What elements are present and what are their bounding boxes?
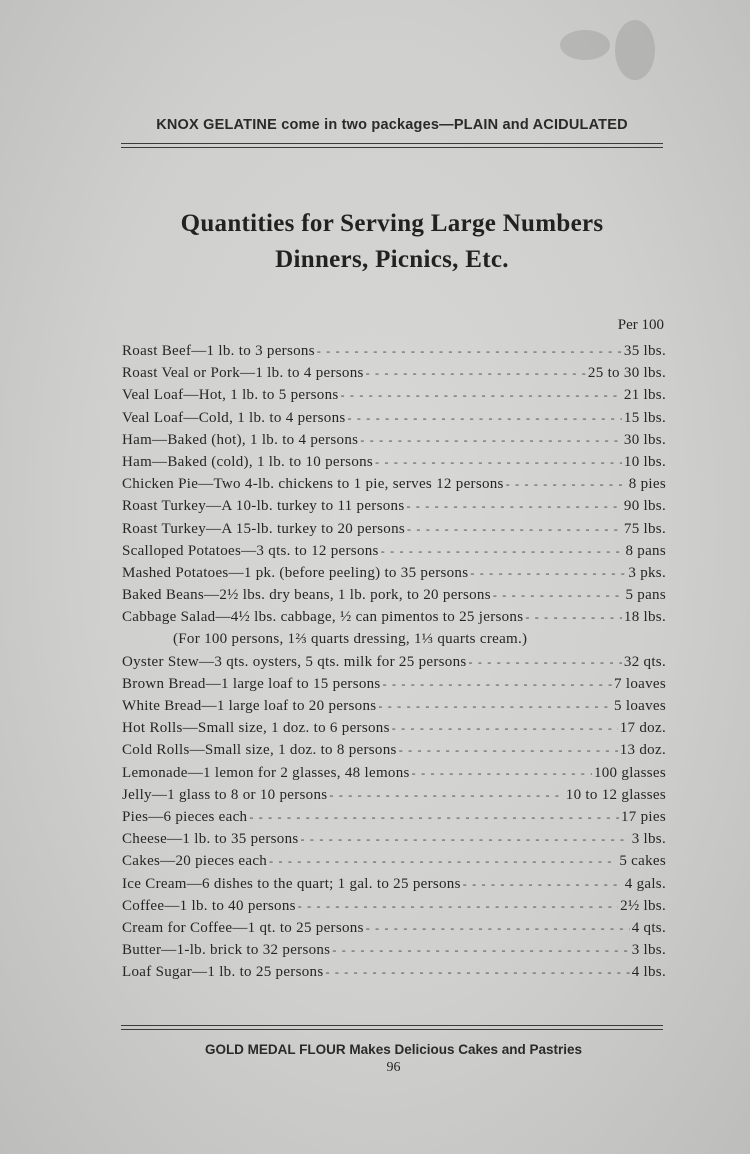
leader-dots	[329, 788, 563, 803]
item-value: 3 lbs.	[631, 831, 666, 848]
item-label: Ham—Baked (hot), 1 lb. to 4 persons	[122, 431, 359, 448]
list-item	[122, 432, 666, 454]
item-label: Hot Rolls—Small size, 1 doz. to 6 persons	[122, 720, 390, 737]
item-value: 8 pans	[625, 542, 666, 559]
leader-dots	[506, 477, 627, 492]
list-item	[122, 476, 666, 498]
leader-dots	[301, 832, 630, 847]
leader-dots	[341, 388, 622, 403]
item-value: 8 pies	[628, 476, 666, 493]
item-value: 4 qts.	[631, 919, 666, 936]
page-footer: GOLD MEDAL FLOUR Makes Delicious Cakes and Pastries	[204, 1042, 583, 1057]
list-item	[122, 521, 666, 543]
item-label: Mashed Potatoes—1 pk. (before peeling) to 35 persons	[122, 564, 469, 581]
leader-dots	[470, 566, 626, 581]
list-item	[122, 565, 666, 587]
item-label: Chicken Pie—Two 4-lb. chickens to 1 pie, serves 12 persons	[122, 476, 504, 493]
leader-dots	[325, 965, 629, 980]
item-value: 4 lbs.	[631, 964, 666, 981]
item-value: 75 lbs.	[623, 520, 666, 537]
item-value: 30 lbs.	[623, 431, 666, 448]
item-label: Roast Turkey—A 10-lb. turkey to 11 persons	[122, 498, 405, 515]
list-item	[122, 720, 666, 742]
column-head: Per 100	[617, 317, 664, 333]
item-label: Roast Veal or Pork—1 lb. to 4 persons	[122, 365, 364, 382]
leader-dots	[378, 699, 612, 714]
title-line-2: Dinners, Picnics, Etc.	[275, 246, 509, 273]
list-item	[122, 609, 666, 631]
item-label: Roast Turkey—A 15-lb. turkey to 20 persons	[122, 520, 406, 537]
leader-dots	[381, 544, 624, 559]
title-line-1: Quantities for Serving Large Numbers	[180, 210, 604, 237]
list-item	[122, 454, 666, 476]
list-item	[122, 654, 666, 676]
item-value: 35 lbs.	[623, 343, 666, 359]
leader-dots	[317, 344, 622, 359]
stain	[615, 20, 655, 80]
list-item	[122, 920, 666, 942]
item-label: Coffee—1 lb. to 40 persons	[122, 897, 296, 914]
footer-rule	[121, 1025, 663, 1026]
leader-dots	[407, 522, 622, 537]
item-value: 32 qts.	[623, 653, 666, 670]
leader-dots	[525, 610, 622, 625]
item-label: Brown Bread—1 large loaf to 15 persons	[122, 675, 381, 692]
leader-dots	[493, 588, 624, 603]
item-label: Cream for Coffee—1 qt. to 25 persons	[122, 919, 364, 936]
list-item	[122, 964, 666, 986]
item-label: Cold Rolls—Small size, 1 doz. to 8 persons	[122, 742, 397, 759]
item-label: Scalloped Potatoes—3 qts. to 12 persons	[122, 542, 379, 559]
leader-dots	[469, 655, 622, 670]
item-value: 4 gals.	[624, 875, 666, 892]
leader-dots	[375, 455, 622, 470]
item-value: 21 lbs.	[623, 387, 666, 404]
header-rule	[121, 147, 663, 148]
list-item	[122, 543, 666, 565]
list-item	[122, 698, 666, 720]
leader-dots	[366, 921, 630, 936]
item-value: 5 loaves	[614, 698, 666, 714]
list-item	[122, 587, 666, 609]
header-rule	[121, 143, 663, 144]
item-value: 17 doz.	[619, 720, 666, 737]
item-label: Cheese—1 lb. to 35 persons	[122, 831, 299, 848]
list-item	[122, 742, 666, 764]
leader-dots	[383, 677, 612, 692]
list-item	[122, 410, 666, 432]
page-number: 96	[386, 1060, 401, 1075]
item-value: 7 loaves	[614, 675, 666, 692]
leader-dots	[412, 766, 592, 781]
item-value: 15 lbs.	[623, 409, 666, 426]
item-value: 5 pans	[625, 587, 666, 604]
stain	[560, 30, 610, 60]
leader-dots	[332, 943, 629, 958]
item-label: Pies—6 pieces each	[122, 808, 248, 825]
leader-dots	[406, 499, 621, 514]
item-label: Ice Cream—6 dishes to the quart; 1 gal. to 25 persons	[122, 875, 461, 892]
item-label: Loaf Sugar—1 lb. to 25 persons	[122, 964, 324, 981]
page-header: KNOX GELATINE come in two packages—PLAIN and ACIDULATED	[156, 117, 628, 133]
item-label: Baked Beans—2½ lbs. dry beans, 1 lb. pork, to 20 persons	[122, 587, 491, 604]
leader-dots	[392, 721, 618, 736]
cabbage-salad-note: (For 100 persons, 1⅔ quarts dressing, 1⅓ quarts cream.)	[173, 631, 528, 648]
item-value: 17 pies	[620, 808, 666, 825]
list-item	[122, 898, 666, 920]
item-value: 10 to 12 glasses	[565, 786, 666, 803]
leader-dots	[399, 743, 618, 758]
list-item	[122, 809, 666, 831]
leader-dots	[463, 877, 623, 892]
item-value: 18 lbs.	[623, 609, 666, 626]
leader-dots	[269, 854, 617, 869]
leader-dots	[360, 433, 622, 448]
item-label: Veal Loaf—Cold, 1 lb. to 4 persons	[122, 409, 346, 426]
list-item	[122, 498, 666, 520]
list-item	[122, 853, 666, 875]
footer-rule	[121, 1029, 663, 1030]
quantity-list	[122, 343, 666, 986]
item-label: Veal Loaf—Hot, 1 lb. to 5 persons	[122, 387, 339, 404]
item-label: White Bread—1 large loaf to 20 persons	[122, 698, 377, 714]
list-item	[122, 365, 666, 387]
item-label: Jelly—1 glass to 8 or 10 persons	[122, 786, 328, 803]
item-label: Roast Beef—1 lb. to 3 persons	[122, 343, 315, 359]
list-item	[122, 676, 666, 698]
item-label: Lemonade—1 lemon for 2 glasses, 48 lemons	[122, 764, 410, 781]
list-item	[122, 787, 666, 809]
item-value: 3 pks.	[628, 564, 666, 581]
item-value: 25 to 30 lbs.	[587, 365, 666, 382]
item-value: 10 lbs.	[623, 453, 666, 470]
item-value: 13 doz.	[619, 742, 666, 759]
item-label: Cakes—20 pieces each	[122, 853, 268, 870]
list-item	[122, 942, 666, 964]
list-item	[122, 765, 666, 787]
item-value: 5 cakes	[619, 853, 666, 870]
list-item	[122, 831, 666, 853]
leader-dots	[366, 366, 586, 381]
item-label: Cabbage Salad—4½ lbs. cabbage, ½ can pimentos to 25 jersons	[122, 609, 524, 626]
item-label: Oyster Stew—3 qts. oysters, 5 qts. milk for 25 persons	[122, 653, 467, 670]
item-value: 2½ lbs.	[620, 897, 666, 914]
list-item	[122, 387, 666, 409]
item-label: Butter—1-lb. brick to 32 persons	[122, 942, 331, 959]
list-item	[122, 343, 666, 365]
leader-dots	[249, 810, 619, 825]
item-label: Ham—Baked (cold), 1 lb. to 10 persons	[122, 453, 374, 470]
list-item	[122, 876, 666, 898]
leader-dots	[348, 411, 622, 426]
leader-dots	[298, 899, 618, 914]
item-value: 100 glasses	[593, 764, 666, 781]
item-value: 3 lbs.	[631, 942, 666, 959]
item-value: 90 lbs.	[623, 498, 666, 515]
